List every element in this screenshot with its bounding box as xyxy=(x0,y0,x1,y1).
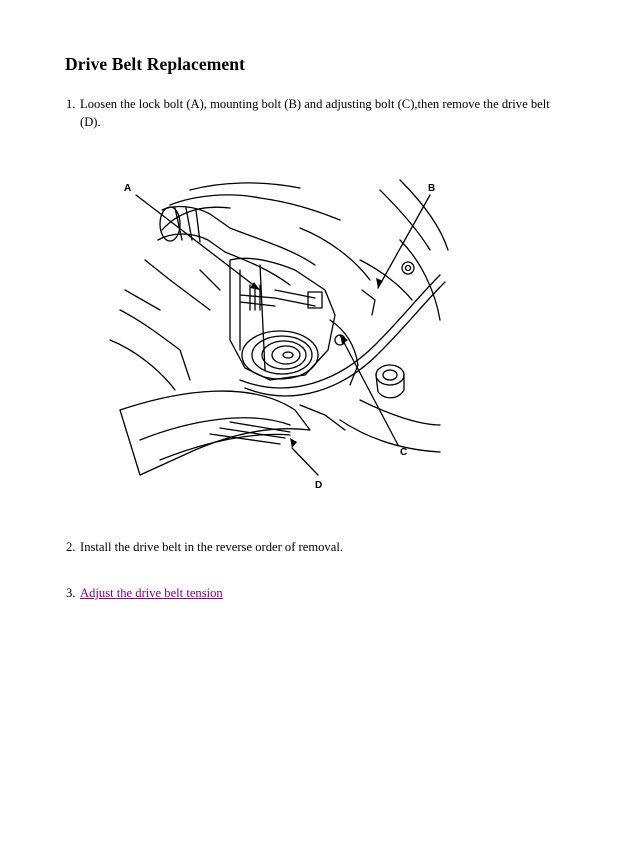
step-1-text: Loosen the lock bolt (A), mounting bolt (B) and adjusting bolt (C),then remove the drive belt xyxy=(80,97,550,111)
page-title: Drive Belt Replacement xyxy=(65,54,246,74)
callout-label-a: A xyxy=(124,183,132,194)
step-2-text: Install the drive belt in the reverse order of removal. xyxy=(80,540,343,554)
drive-belt-illustration xyxy=(100,170,450,500)
callout-label-d: D xyxy=(315,480,323,491)
adjust-belt-tension-link[interactable]: Adjust the drive belt tension xyxy=(80,586,223,600)
callout-label-b: B xyxy=(428,183,436,194)
step-3 xyxy=(66,584,586,602)
callout-label-c: C xyxy=(400,447,408,458)
step-1-text-continued: (D). xyxy=(80,115,101,129)
step-2-number: 2. xyxy=(66,540,76,554)
step-1 xyxy=(66,95,576,131)
step-2 xyxy=(66,538,586,556)
step-1-number: 1. xyxy=(66,97,76,111)
step-3-number: 3. xyxy=(66,586,76,600)
